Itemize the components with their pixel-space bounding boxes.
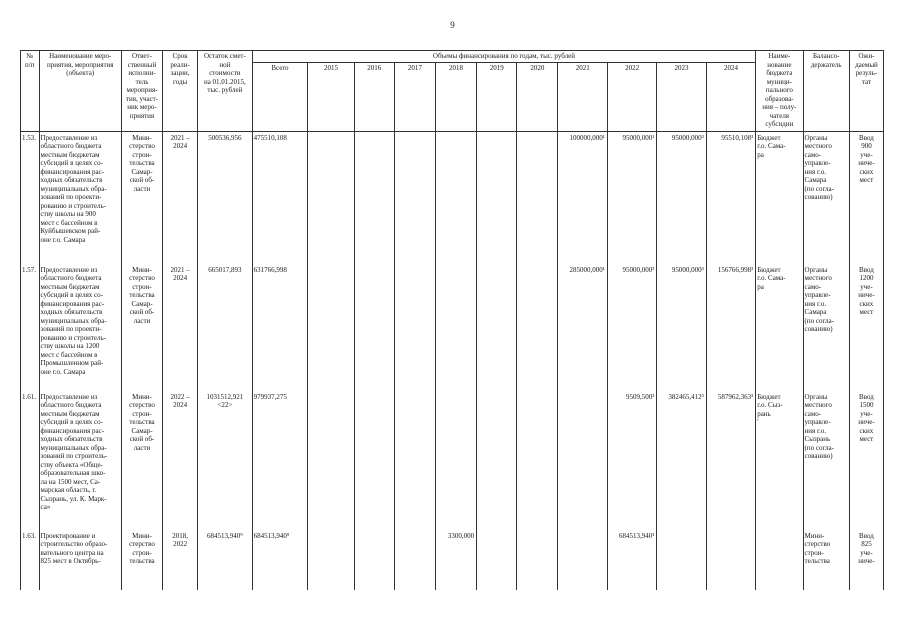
header-no: № п/п [21,51,40,132]
row-term: 2021 – 2024 [163,264,198,391]
header-funding-group: Объемы финансирования по годам, тыс. рублей [252,51,756,63]
table-row [21,530,884,590]
row-year-value: 684513,940¹ [607,530,656,590]
row-year-value [308,530,354,590]
row-year-value [517,530,558,590]
row-executor: Мини- стерство строи- тельства Самар- ской об- ласти [121,391,162,530]
program-table [20,50,884,590]
header-year: 2023 [657,62,706,131]
row-name: Проектирование и строительство образо- вательного центра на 825 мест в Октябрь- [39,530,121,590]
row-year-value: 3300,000 [435,530,476,590]
row-name: Предоставление из областного бюджета местным бюджетам субсидий в целях со- финансирования рас- ходных обязательств муниципальных обра- зований по строитель- ству объекта «Обще- образовательная шко- ла на 1500 мест, Са- марская область, г. Сызрань, ул. К. Марк- са» [39,391,121,530]
row-year-value [354,131,394,264]
row-remaining: 500536,956 [198,131,253,264]
row-year-value [354,391,394,530]
header-term: Срок реали- зации, годы [163,51,198,132]
row-year-value [706,530,755,590]
row-total: 475510,108 [252,131,308,264]
header-year: 2024 [706,62,755,131]
row-year-value [517,264,558,391]
row-holder: Органы местного само- управле- ния г.о. Самара (по согла- сованию) [803,131,849,264]
row-recipient [756,530,803,590]
row-year-value [435,391,476,530]
row-total: 631766,998 [252,264,308,391]
row-year-value: 95000,000¹ [607,131,656,264]
row-remaining: 665017,893 [198,264,253,391]
row-year-value [477,391,517,530]
row-holder: Органы местного само- управле- ния г.о. Самара (по согла- сованию) [803,264,849,391]
header-year: 2016 [354,62,394,131]
row-total: 979937,275 [252,391,308,530]
table-row [21,131,884,264]
row-year-value: 95000,000³ [607,264,656,391]
header-year: 2018 [435,62,476,131]
table-row [21,391,884,530]
table-row [21,264,884,391]
row-year-value [394,264,435,391]
row-term: 2018, 2022 [163,530,198,590]
row-year-value [308,264,354,391]
row-total: 684513,940⁹ [252,530,308,590]
row-year-value [477,530,517,590]
row-year-value [394,391,435,530]
row-year-value [435,131,476,264]
row-term: 2022 – 2024 [163,391,198,530]
header-recipient: Наиме- нование бюджета муници- пального образова- ния – полу- чателя субсидии [756,51,803,132]
row-result: Ввод 825 уче- ниче- [849,530,883,590]
header-year: 2017 [394,62,435,131]
row-year-value: 382465,412³ [657,391,706,530]
row-number: 1.63. [21,530,40,590]
row-year-value [558,530,607,590]
row-result: Ввод 900 уче- ниче- ских мест [849,131,883,264]
row-result: Ввод 1200 уче- ниче- ских мест [849,264,883,391]
row-result: Ввод 1500 уче- ниче- ских мест [849,391,883,530]
row-year-value [308,391,354,530]
row-year-value: 156766,998³ [706,264,755,391]
row-year-value [435,264,476,391]
row-holder: Мини- стерство строи- тельства [803,530,849,590]
row-year-value [517,131,558,264]
page-number: 9 [450,20,455,30]
row-recipient: Бюджет г.о. Сама- ра [756,131,803,264]
header-result: Ожи- даемый резуль- тат [849,51,883,132]
row-executor: Мини- стерство строи- тельства Самар- ской об- ласти [121,264,162,391]
header-year: 2015 [308,62,354,131]
row-year-value [477,131,517,264]
row-remaining: 1031512,921 <22> [198,391,253,530]
row-holder: Органы местного само- управле- ния г.о. Сызрань (по согла- сованию) [803,391,849,530]
row-year-value [354,530,394,590]
row-number: 1.61. [21,391,40,530]
row-term: 2021 – 2024 [163,131,198,264]
row-number: 1.57. [21,264,40,391]
header-year: 2021 [558,62,607,131]
row-year-value [558,391,607,530]
row-year-value [354,264,394,391]
row-year-value [394,131,435,264]
row-year-value [308,131,354,264]
row-name: Предоставление из областного бюджета местным бюджетам субсидий в целях со- финансирования рас- ходных обязательств муниципальных обра- зований по проекти- рованию и строитель- ству школы на 900 мест с бассейном в Куйбышевском рай- оне г.о. Самара [39,131,121,264]
row-year-value: 285000,000¹ [558,264,607,391]
header-total: Всего [252,62,308,131]
row-year-value [394,530,435,590]
header-remaining: Остаток смет- ной стоимости на 01.01.2015, тыс. рублей [198,51,253,132]
header-name: Наименование меро- приятия, мероприятия (объекта) [39,51,121,132]
row-year-value [477,264,517,391]
header-year: 2022 [607,62,656,131]
row-year-value: 95000,000³ [657,131,706,264]
header-year: 2019 [477,62,517,131]
row-executor: Мини- стерство строи- тельства Самар- ской об- ласти [121,131,162,264]
row-year-value: 587962,363³ [706,391,755,530]
row-number: 1.53. [21,131,40,264]
row-year-value: 9509,500³ [607,391,656,530]
row-year-value [517,391,558,530]
row-name: Предоставление из областного бюджета местным бюджетам субсидий в целях со- финансирования рас- ходных обязательств муниципальных обра- зований по проекти- рованию и строитель- ству школы на 1200 мест с бассейном в Промышленном рай- оне г.о. Самара [39,264,121,391]
row-year-value: 95510,108³ [706,131,755,264]
row-year-value: 100000,000¹ [558,131,607,264]
row-recipient: Бюджет г.о. Сыз- рань ' [756,391,803,530]
row-remaining: 684513,940⁹ [198,530,253,590]
row-year-value: 95000,000³ [657,264,706,391]
row-year-value [657,530,706,590]
row-recipient: Бюджет г.о. Сама- ра [756,264,803,391]
header-executor: Ответ- ственный исполни- тель мероприя- тия, участ- ник меро- приятия [121,51,162,132]
header-year: 2020 [517,62,558,131]
row-executor: Мини- стерство строи- тельства [121,530,162,590]
header-holder: Балансо- держатель [803,51,849,132]
